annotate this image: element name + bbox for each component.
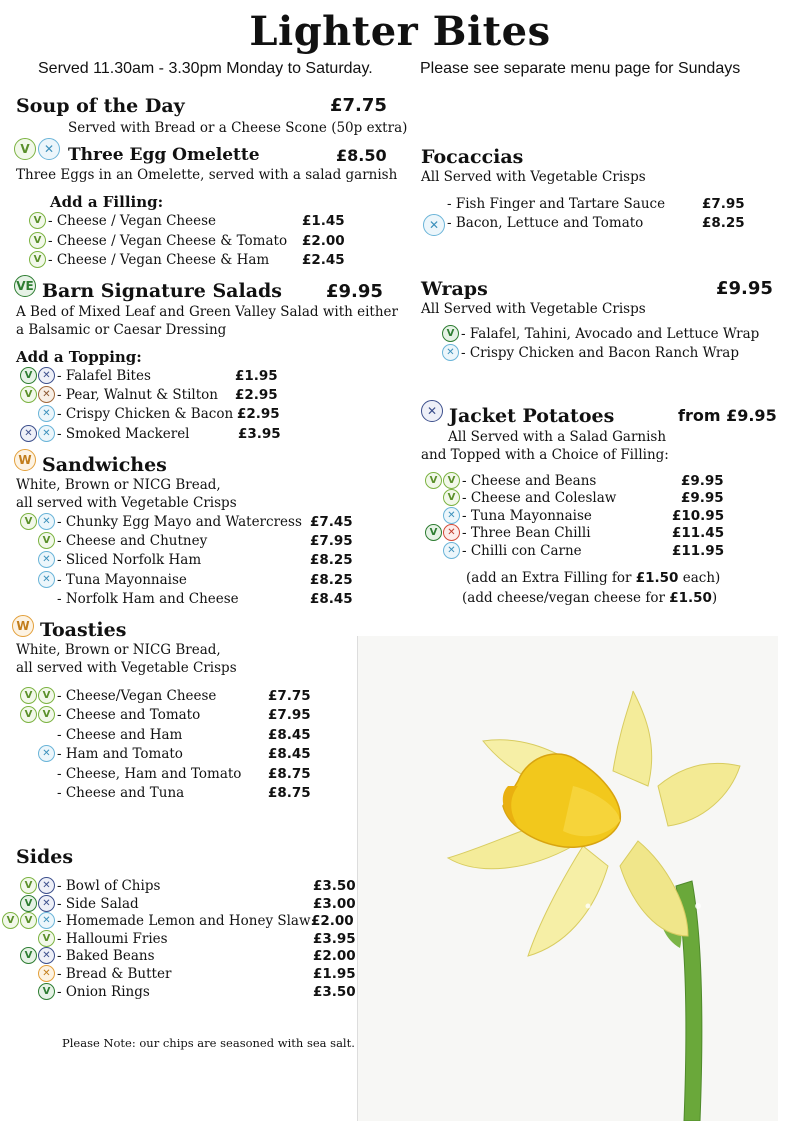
list-item xyxy=(6,913,311,931)
vegetarian-icon: V xyxy=(20,912,37,929)
item-price: £7.75 xyxy=(268,688,311,704)
list-item xyxy=(24,948,155,966)
extra-cheese-note xyxy=(462,590,717,606)
item-price: £8.25 xyxy=(310,572,353,588)
note-text: each) xyxy=(678,570,721,586)
jacket-title: Jacket Potatoes xyxy=(449,405,615,427)
list-item xyxy=(57,766,241,784)
item-label: - Norfolk Ham and Cheese xyxy=(57,591,239,607)
chips-note: Please Note: our chips are seasoned with sea salt. xyxy=(62,1036,355,1050)
list-item xyxy=(42,406,234,424)
dairy-free-icon: ✕ xyxy=(443,507,460,524)
item-price: £8.75 xyxy=(268,785,311,801)
wheat-icon: ✕ xyxy=(38,965,55,982)
sides-title: Sides xyxy=(16,846,74,868)
jacket-icons xyxy=(421,400,443,422)
item-price: £3.95 xyxy=(313,931,356,947)
vegetarian-icon: V xyxy=(20,687,37,704)
note-text: (add cheese/vegan cheese for xyxy=(462,590,670,606)
list-item xyxy=(42,572,187,590)
dairy-free-icon: ✕ xyxy=(442,344,459,361)
vegetarian-icon: V xyxy=(20,877,37,894)
jacket-desc-1: All Served with a Salad Garnish xyxy=(448,429,667,445)
vegetarian-icon: V xyxy=(425,472,442,489)
vegetarian-icon: V xyxy=(20,706,37,723)
focaccias-title: Focaccias xyxy=(421,146,524,168)
item-price: £9.95 xyxy=(681,490,724,506)
item-price: £1.95 xyxy=(235,368,278,384)
item-label: - Crispy Chicken & Bacon xyxy=(57,406,234,422)
list-item xyxy=(447,196,665,214)
dairy-free-icon: ✕ xyxy=(443,542,460,559)
toasties-desc-1: White, Brown or NICG Bread, xyxy=(16,642,221,658)
item-label: - Crispy Chicken and Bacon Ranch Wrap xyxy=(461,345,739,361)
soup-title: Soup of the Day xyxy=(16,95,185,117)
daffodil-illustration xyxy=(357,636,778,1121)
item-label: - Three Bean Chilli xyxy=(462,525,591,541)
item-price: £8.45 xyxy=(310,591,353,607)
item-price: £11.95 xyxy=(672,543,725,559)
daffodil-image xyxy=(358,636,778,1121)
served-hours-text: Served 11.30am - 3.30pm Monday to Saturday. xyxy=(38,60,373,77)
item-label: - Pear, Walnut & Stilton xyxy=(57,387,218,403)
dairy-free-icon: ✕ xyxy=(423,214,445,236)
gluten-free-icon: ✕ xyxy=(38,895,55,912)
vegan-icon: V xyxy=(20,895,37,912)
item-label: - Tuna Mayonnaise xyxy=(462,508,592,524)
nut-icon: ✕ xyxy=(38,386,55,403)
wheat-icon: W xyxy=(12,615,34,637)
extra-filling-note xyxy=(466,570,720,586)
item-price: £8.75 xyxy=(268,766,311,782)
list-item xyxy=(57,785,184,803)
item-label: - Side Salad xyxy=(57,896,139,912)
dairy-free-icon: ✕ xyxy=(38,513,55,530)
item-price: £7.95 xyxy=(268,707,311,723)
vegetarian-icon: V xyxy=(20,386,37,403)
omelette-title: Three Egg Omelette xyxy=(68,145,260,165)
sandwiches-icons xyxy=(14,449,36,471)
toasties-title: Toasties xyxy=(40,619,127,641)
list-item xyxy=(42,746,183,764)
list-item xyxy=(447,490,617,508)
gluten-free-icon: ✕ xyxy=(20,425,37,442)
list-item xyxy=(446,345,739,363)
note-price: £1.50 xyxy=(635,570,679,586)
list-item xyxy=(33,213,216,231)
list-item xyxy=(429,525,591,543)
item-price: £7.95 xyxy=(702,196,745,212)
list-item xyxy=(33,252,270,270)
item-label: - Cheese and Ham xyxy=(57,727,183,743)
item-label: - Cheese / Vegan Cheese & Ham xyxy=(48,252,270,268)
note-text: ) xyxy=(711,590,718,606)
vegetarian-icon: V xyxy=(38,687,55,704)
vegetarian-icon: V xyxy=(20,513,37,530)
omelette-price: £8.50 xyxy=(336,146,387,165)
wraps-price: £9.95 xyxy=(716,278,773,299)
vegetarian-icon: V xyxy=(29,251,46,268)
item-price: £3.00 xyxy=(313,896,356,912)
jacket-price: from £9.95 xyxy=(678,406,777,425)
item-price: £7.45 xyxy=(310,514,353,530)
vegan-icon: V xyxy=(442,325,459,342)
omelette-desc: Three Eggs in an Omelette, served with a salad garnish xyxy=(16,167,398,183)
list-item xyxy=(24,688,217,706)
sunday-note-text: Please see separate menu page for Sundays xyxy=(420,60,741,77)
vegetarian-icon: V xyxy=(38,930,55,947)
item-price: £2.00 xyxy=(302,233,345,249)
list-item xyxy=(24,426,190,444)
vegetarian-icon: V xyxy=(38,532,55,549)
gluten-free-icon: ✕ xyxy=(38,877,55,894)
salads-desc-2: a Balsamic or Caesar Dressing xyxy=(16,322,227,338)
item-label: - Bread & Butter xyxy=(57,966,172,982)
vegetarian-icon: V xyxy=(29,232,46,249)
list-item xyxy=(446,326,760,344)
list-item xyxy=(428,215,644,233)
item-price: £1.45 xyxy=(302,213,345,229)
filling-heading: Add a Filling: xyxy=(50,193,164,211)
item-label: - Sliced Norfolk Ham xyxy=(57,552,202,568)
sandwiches-title: Sandwiches xyxy=(42,454,167,476)
item-price: £3.50 xyxy=(313,878,356,894)
list-item xyxy=(24,368,151,386)
item-price: £9.95 xyxy=(681,473,724,489)
list-item xyxy=(24,896,139,914)
item-label: - Cheese / Vegan Cheese & Tomato xyxy=(48,233,288,249)
item-label: - Cheese / Vegan Cheese xyxy=(48,213,216,229)
item-price: £8.25 xyxy=(702,215,745,231)
item-label: - Chunky Egg Mayo and Watercress xyxy=(57,514,302,530)
soup-price: £7.75 xyxy=(330,95,387,116)
wraps-desc: All Served with Vegetable Crisps xyxy=(421,301,646,317)
item-label: - Cheese and Coleslaw xyxy=(462,490,617,506)
item-label: - Falafel Bites xyxy=(57,368,151,384)
soup-desc: Served with Bread or a Cheese Scone (50p extra) xyxy=(68,120,408,136)
list-item xyxy=(447,508,592,526)
omelette-icons xyxy=(14,138,60,160)
list-item xyxy=(429,473,597,491)
item-label: - Onion Rings xyxy=(57,984,150,1000)
list-item xyxy=(24,387,218,405)
salads-price: £9.95 xyxy=(326,281,383,302)
item-label: - Bowl of Chips xyxy=(57,878,161,894)
item-label: - Falafel, Tahini, Avocado and Lettuce Wrap xyxy=(461,326,760,342)
item-label: - Bacon, Lettuce and Tomato xyxy=(447,215,644,231)
item-label: - Baked Beans xyxy=(57,948,155,964)
gluten-free-icon: ✕ xyxy=(421,400,443,422)
item-price: £8.45 xyxy=(268,746,311,762)
item-label: - Chilli con Carne xyxy=(462,543,582,559)
vegan-icon: V xyxy=(425,524,442,541)
vegetarian-icon: V xyxy=(14,138,36,160)
item-price: £10.95 xyxy=(672,508,725,524)
item-price: £2.45 xyxy=(302,252,345,268)
list-item xyxy=(42,966,172,984)
item-label: - Cheese and Tomato xyxy=(57,707,201,723)
vegetarian-icon: V xyxy=(443,489,460,506)
item-label: - Cheese and Tuna xyxy=(57,785,185,801)
vegetarian-icon: V xyxy=(2,912,19,929)
dairy-free-icon: ✕ xyxy=(38,571,55,588)
dairy-free-icon: ✕ xyxy=(38,405,55,422)
item-price: £2.95 xyxy=(237,406,280,422)
sandwiches-desc-2: all served with Vegetable Crisps xyxy=(16,495,237,511)
list-item xyxy=(33,233,288,251)
wraps-title: Wraps xyxy=(421,278,488,300)
item-price: £8.45 xyxy=(268,727,311,743)
item-price: £3.50 xyxy=(313,984,356,1000)
salads-title: Barn Signature Salads xyxy=(42,280,283,302)
wheat-icon: W xyxy=(14,449,36,471)
salads-icons xyxy=(14,275,36,297)
dairy-free-icon: ✕ xyxy=(38,745,55,762)
item-label: - Smoked Mackerel xyxy=(57,426,190,442)
toasties-desc-2: all served with Vegetable Crisps xyxy=(16,660,237,676)
item-label: - Halloumi Fries xyxy=(57,931,168,947)
salads-desc-1: A Bed of Mixed Leaf and Green Valley Salad with either xyxy=(16,304,398,320)
vegan-icon: V xyxy=(38,983,55,1000)
item-price: £3.95 xyxy=(238,426,281,442)
toasties-icons xyxy=(12,615,34,637)
vegan-icon: V xyxy=(20,947,37,964)
list-item xyxy=(42,984,150,1002)
list-item xyxy=(24,514,302,532)
list-item xyxy=(57,591,239,609)
gluten-free-icon: ✕ xyxy=(38,947,55,964)
item-label: - Ham and Tomato xyxy=(57,746,183,762)
vegan-icon: VE xyxy=(14,275,36,297)
item-price: £7.95 xyxy=(310,533,353,549)
list-item xyxy=(57,727,182,745)
dairy-free-icon: ✕ xyxy=(38,551,55,568)
vegan-icon: V xyxy=(20,367,37,384)
dairy-free-icon: ✕ xyxy=(38,912,55,929)
dairy-free-icon: ✕ xyxy=(38,425,55,442)
item-label: - Cheese, Ham and Tomato xyxy=(57,766,242,782)
dairy-free-icon: ✕ xyxy=(38,138,60,160)
vegetarian-icon: V xyxy=(443,472,460,489)
item-price: £1.95 xyxy=(313,966,356,982)
list-item xyxy=(447,543,582,561)
item-label: - Cheese and Beans xyxy=(462,473,597,489)
sandwiches-desc-1: White, Brown or NICG Bread, xyxy=(16,477,221,493)
item-price: £8.25 xyxy=(310,552,353,568)
item-price: £2.00 xyxy=(313,948,356,964)
red-icon: ✕ xyxy=(443,524,460,541)
item-label: - Homemade Lemon and Honey Slaw xyxy=(57,913,311,929)
list-item xyxy=(24,878,161,896)
focaccias-desc: All Served with Vegetable Crisps xyxy=(421,169,646,185)
list-item xyxy=(42,931,168,949)
item-price: £2.00 xyxy=(311,913,354,929)
item-price: £2.95 xyxy=(235,387,278,403)
vegetarian-icon: V xyxy=(38,706,55,723)
item-label: - Tuna Mayonnaise xyxy=(57,572,187,588)
item-label: - Cheese and Chutney xyxy=(57,533,208,549)
note-text: (add an Extra Filling for xyxy=(466,570,636,586)
list-item xyxy=(42,533,208,551)
list-item xyxy=(24,707,201,725)
list-item xyxy=(42,552,202,570)
item-label: - Cheese/Vegan Cheese xyxy=(57,688,217,704)
gluten-free-icon: ✕ xyxy=(38,367,55,384)
jacket-desc-2: and Topped with a Choice of Filling: xyxy=(421,447,669,463)
item-label: - Fish Finger and Tartare Sauce xyxy=(447,196,666,212)
vegetarian-icon: V xyxy=(29,212,46,229)
item-price: £11.45 xyxy=(672,525,725,541)
note-price: £1.50 xyxy=(669,590,712,606)
topping-heading: Add a Topping: xyxy=(16,348,142,366)
page-title: Lighter Bites xyxy=(249,8,551,55)
